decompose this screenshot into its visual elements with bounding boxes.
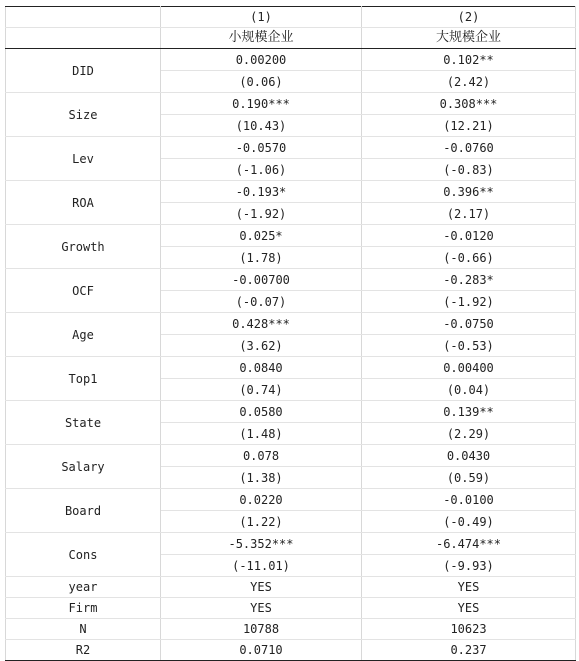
column-header-1: (1) — [161, 7, 362, 28]
coef-row — [6, 269, 576, 291]
coef-col2: 0.308*** — [362, 93, 576, 115]
group-header-row — [6, 28, 576, 49]
coef-col1: 0.025* — [161, 225, 362, 247]
coef-col1: -0.0570 — [161, 137, 362, 159]
footer-label: R2 — [6, 640, 161, 661]
footer-value: YES — [362, 577, 576, 598]
footer-row — [6, 619, 576, 640]
coef-col1: 0.0220 — [161, 489, 362, 511]
coef-col2: 0.0430 — [362, 445, 576, 467]
coef-col1: 0.00200 — [161, 49, 362, 71]
tstat-col1: (1.48) — [161, 423, 362, 445]
variable-name: ROA — [6, 181, 161, 225]
tstat-col1: (-11.01) — [161, 555, 362, 577]
coef-col1: -0.193* — [161, 181, 362, 203]
coef-row — [6, 181, 576, 203]
variable-name: Salary — [6, 445, 161, 489]
coef-col2: -0.0760 — [362, 137, 576, 159]
column-header-2: (2) — [362, 7, 576, 28]
coef-col2: -0.0750 — [362, 313, 576, 335]
coef-col1: 0.190*** — [161, 93, 362, 115]
regression-table — [5, 6, 576, 661]
tstat-col2: (2.29) — [362, 423, 576, 445]
tstat-col2: (-0.66) — [362, 247, 576, 269]
variable-name: Size — [6, 93, 161, 137]
group-header-large-firms: 大规模企业 — [362, 28, 576, 49]
tstat-col1: (0.06) — [161, 71, 362, 93]
coef-col2: -0.0120 — [362, 225, 576, 247]
tstat-col1: (1.22) — [161, 511, 362, 533]
tstat-col1: (0.74) — [161, 379, 362, 401]
coef-col1: -5.352*** — [161, 533, 362, 555]
variable-name: OCF — [6, 269, 161, 313]
tstat-col2: (-0.53) — [362, 335, 576, 357]
header-blank-cell — [6, 7, 161, 28]
variable-name: DID — [6, 49, 161, 93]
footer-value: 0.0710 — [161, 640, 362, 661]
variable-name: State — [6, 401, 161, 445]
tstat-col2: (0.59) — [362, 467, 576, 489]
tstat-col1: (3.62) — [161, 335, 362, 357]
footer-value: 0.237 — [362, 640, 576, 661]
coef-row — [6, 357, 576, 379]
footer-label: year — [6, 577, 161, 598]
tstat-col2: (-9.93) — [362, 555, 576, 577]
tstat-col1: (-0.07) — [161, 291, 362, 313]
tstat-col2: (2.42) — [362, 71, 576, 93]
tstat-col2: (-0.49) — [362, 511, 576, 533]
footer-value: 10623 — [362, 619, 576, 640]
tstat-col2: (2.17) — [362, 203, 576, 225]
coef-row — [6, 445, 576, 467]
coef-col1: 0.0580 — [161, 401, 362, 423]
coef-row — [6, 137, 576, 159]
footer-row — [6, 640, 576, 661]
tstat-col1: (1.38) — [161, 467, 362, 489]
variable-name: Growth — [6, 225, 161, 269]
coef-col2: 0.00400 — [362, 357, 576, 379]
coef-col2: -0.0100 — [362, 489, 576, 511]
footer-value: YES — [362, 598, 576, 619]
coef-col1: 0.078 — [161, 445, 362, 467]
variable-name: Top1 — [6, 357, 161, 401]
group-header-small-firms: 小规模企业 — [161, 28, 362, 49]
tstat-col2: (0.04) — [362, 379, 576, 401]
variable-name: Age — [6, 313, 161, 357]
coef-row — [6, 49, 576, 71]
coef-col2: 0.102** — [362, 49, 576, 71]
coef-col1: -0.00700 — [161, 269, 362, 291]
tstat-col1: (-1.06) — [161, 159, 362, 181]
tstat-col2: (-0.83) — [362, 159, 576, 181]
coef-row — [6, 401, 576, 423]
coef-col1: 0.428*** — [161, 313, 362, 335]
coef-col2: 0.139** — [362, 401, 576, 423]
coef-row — [6, 533, 576, 555]
footer-value: YES — [161, 577, 362, 598]
footer-value: YES — [161, 598, 362, 619]
variable-name: Lev — [6, 137, 161, 181]
coef-col2: 0.396** — [362, 181, 576, 203]
tstat-col1: (10.43) — [161, 115, 362, 137]
coef-row — [6, 93, 576, 115]
variable-name: Board — [6, 489, 161, 533]
tstat-col2: (12.21) — [362, 115, 576, 137]
footer-label: Firm — [6, 598, 161, 619]
coef-col1: 0.0840 — [161, 357, 362, 379]
coef-col2: -6.474*** — [362, 533, 576, 555]
footer-row — [6, 577, 576, 598]
tstat-col1: (1.78) — [161, 247, 362, 269]
subheader-blank-cell — [6, 28, 161, 49]
tstat-col2: (-1.92) — [362, 291, 576, 313]
tstat-col1: (-1.92) — [161, 203, 362, 225]
coef-row — [6, 489, 576, 511]
coef-row — [6, 313, 576, 335]
column-number-row — [6, 7, 576, 28]
coef-col2: -0.283* — [362, 269, 576, 291]
variable-name: Cons — [6, 533, 161, 577]
footer-value: 10788 — [161, 619, 362, 640]
footer-row — [6, 598, 576, 619]
coef-row — [6, 225, 576, 247]
footer-label: N — [6, 619, 161, 640]
